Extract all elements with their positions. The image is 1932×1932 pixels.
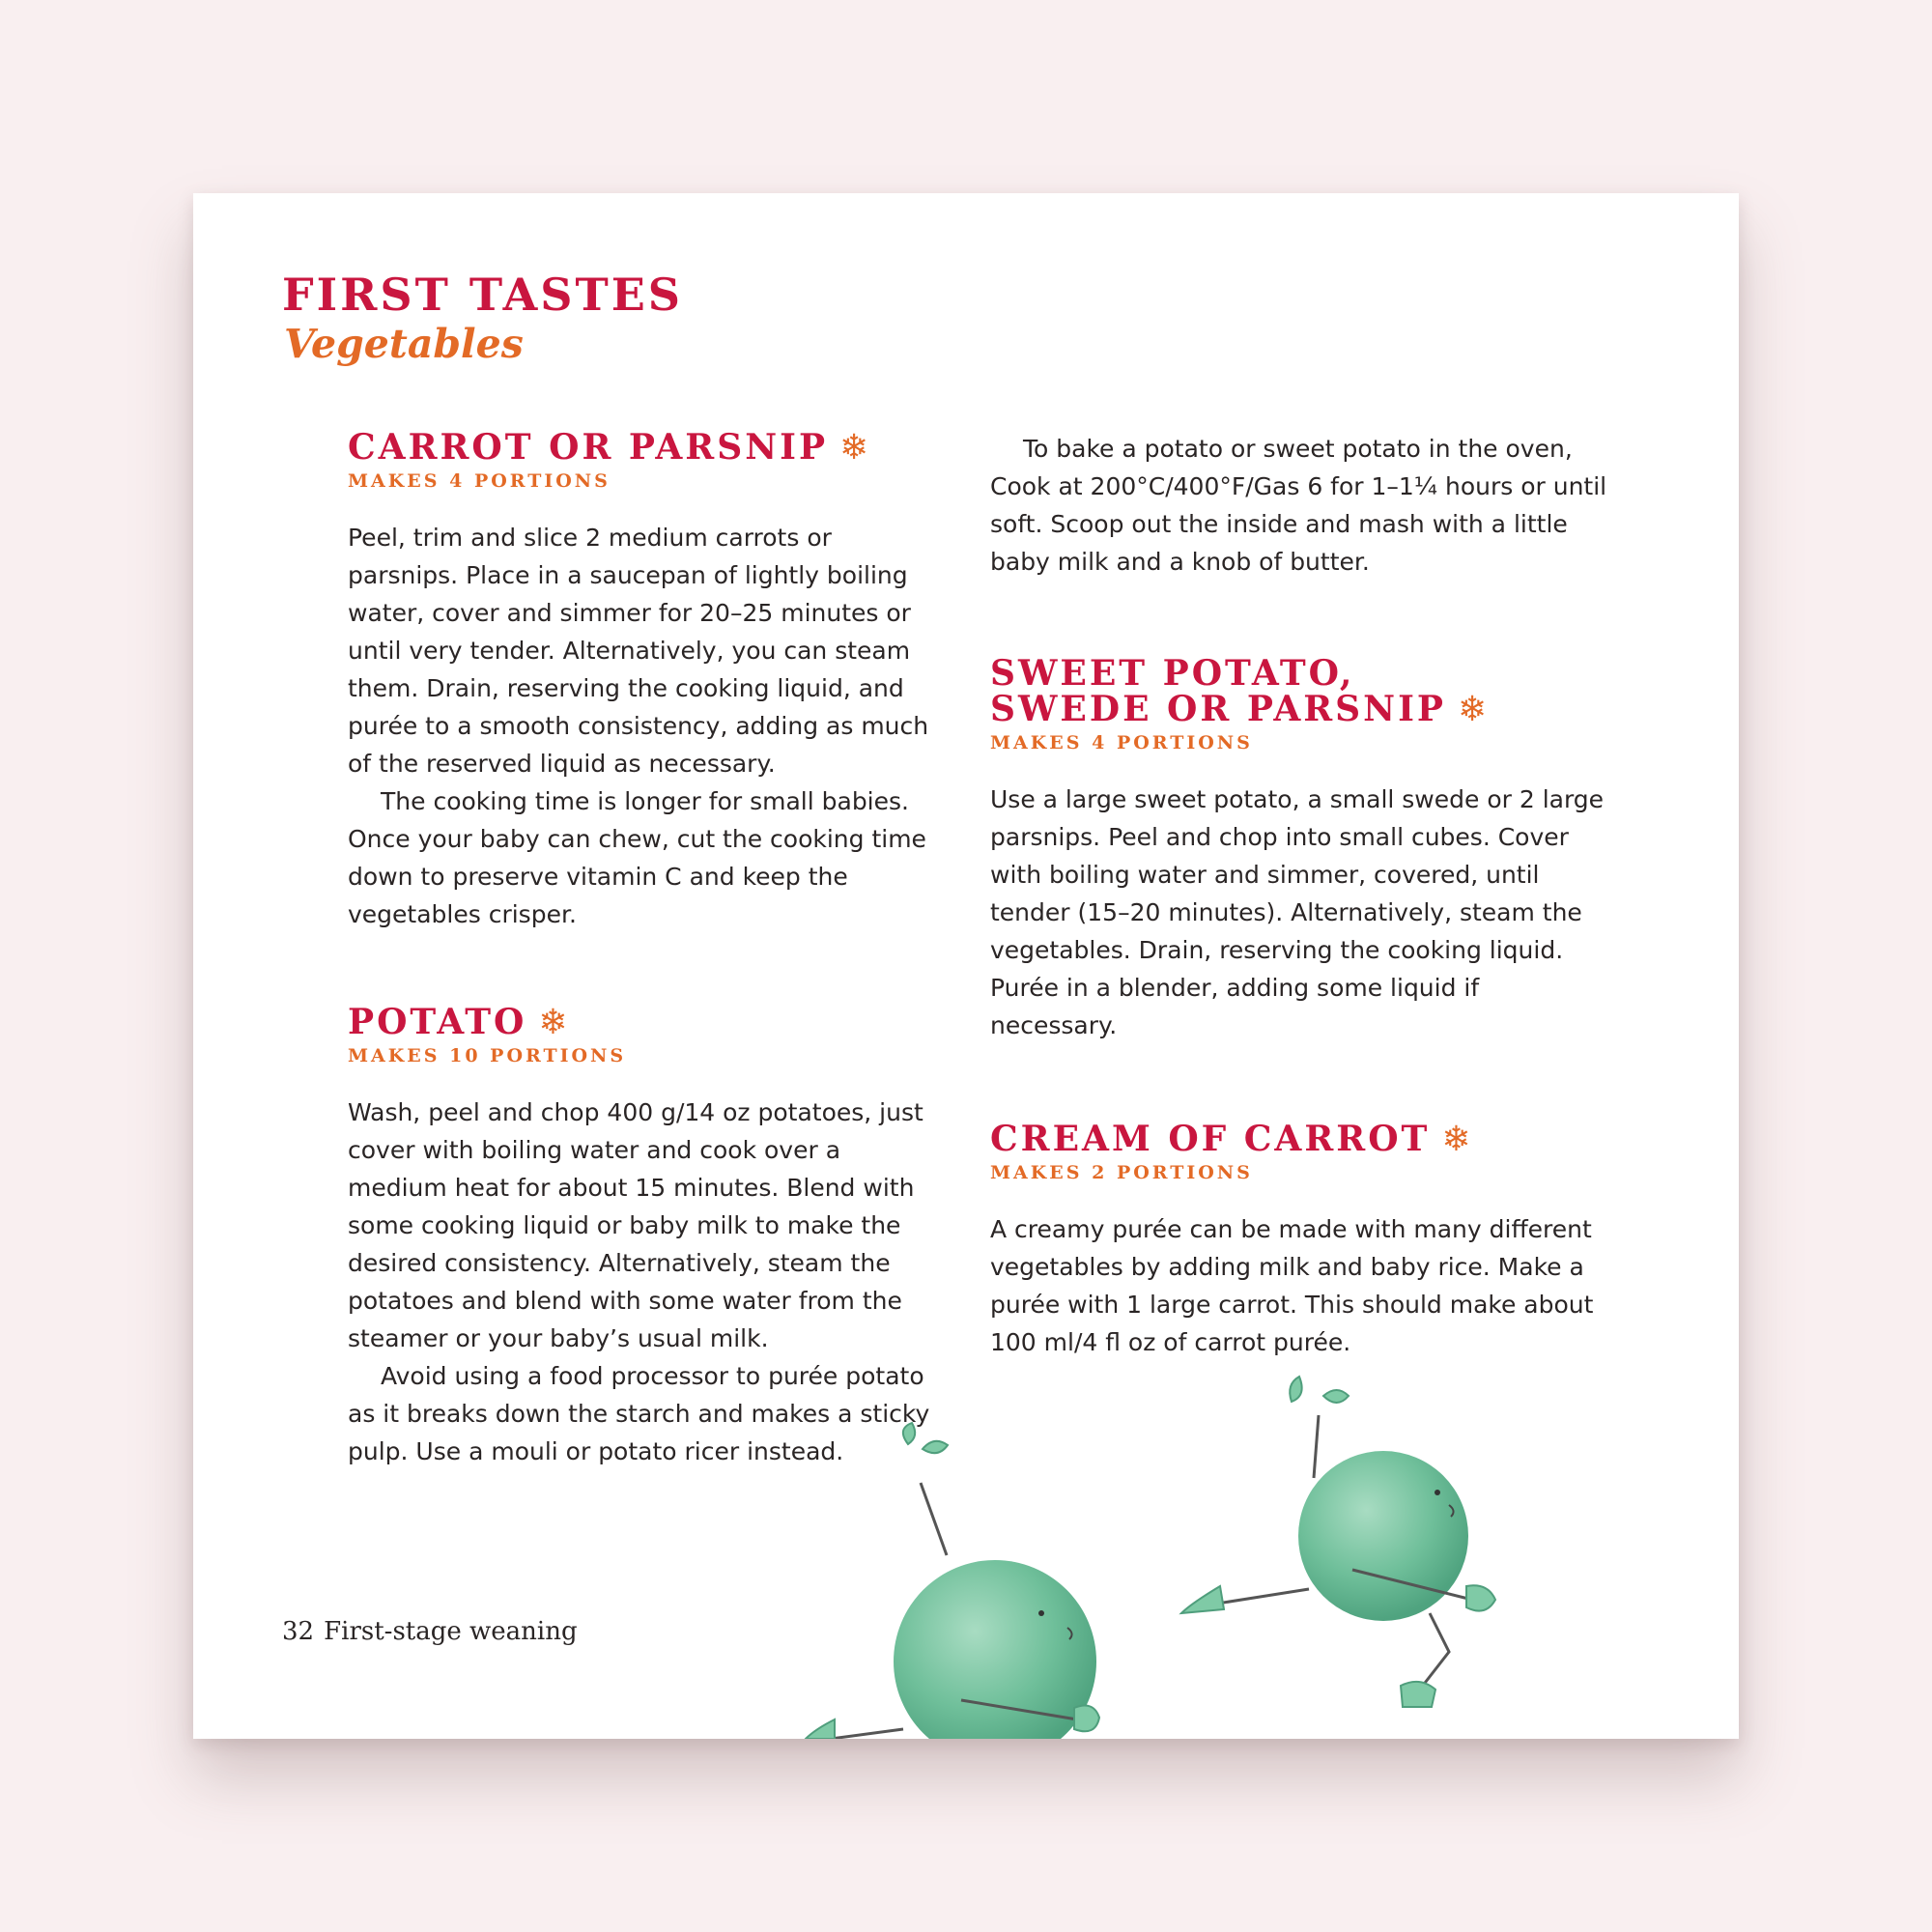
recipe-sweet-potato [990,653,1608,1044]
snowflake-icon: ❄ [1441,1120,1474,1159]
page-subtitle: Vegetables [284,321,524,367]
bake-note: To bake a potato or sweet potato in the oven, Cook at 200°C/400°F/Gas 6 for 1–1¼ hours or until soft. Scoop out the inside and mash with a little baby milk and a knob of butter. [990,435,1607,576]
pea-character-right [1181,1377,1495,1707]
recipe-title [990,1119,1608,1159]
recipe-title-line1: SWEET POTATO, [990,653,1355,694]
right-column [990,430,1608,1361]
recipe-portions: MAKES 4 PORTIONS [990,732,1253,753]
recipe-carrot-or-parsnip [348,427,947,933]
recipe-cream-of-carrot [990,1119,1608,1361]
cookbook-page [193,193,1739,1739]
recipe-instructions: Peel, trim and slice 2 medium carrots or parsnips. Place in a saucepan of lightly boiling water, cover and simmer for 20–25 minutes or until very tender. Alternatively, you can steam them. Drain, reserving the cooking liquid, and purée to a smooth consistency, adding as much of the reserved liquid as necessary. [348,524,929,778]
section-name: First-stage weaning [324,1617,578,1646]
recipe-note-text: Avoid using a food processor to purée potato as it breaks down the starch and makes a sticky pulp. Use a mouli or potato ricer instead. [348,1362,930,1465]
snowflake-icon: ❄ [538,1003,571,1042]
snowflake-icon: ❄ [839,428,872,468]
recipe-portions: MAKES 2 PORTIONS [990,1162,1253,1183]
left-column [348,427,947,1470]
page-footer [282,1617,578,1646]
recipe-note: The cooking time is longer for small babies. Once your baby can chew, cut the cooking time down to preserve vitamin C and keep the vegetables crisper. [348,787,926,928]
recipe-instructions: A creamy purée can be made with many different vegetables by adding milk and baby rice. Make a purée with 1 large carrot. This should make about 100 ml/4 fl oz of carrot purée. [990,1215,1594,1356]
recipe-title-text: POTATO [348,1002,527,1042]
pea-character-left [806,1423,1099,1739]
recipe-title-text: CREAM OF CARROT [990,1119,1431,1159]
recipe-title [348,1002,947,1042]
page-number: 32 [282,1617,315,1646]
page-title: FIRST TASTES [282,269,684,321]
recipe-portions: MAKES 10 PORTIONS [348,1045,627,1066]
recipe-title [348,427,947,468]
recipe-title-line2: SWEDE OR PARSNIP [990,689,1446,729]
recipe-title [990,653,1608,729]
recipe-instructions: Use a large sweet potato, a small swede or 2 large parsnips. Peel and chop into small cubes. Cover with boiling water and simmer, covered, until tender (15–20 minutes). Alternatively, steam the vegetables. Drain, reserving the cooking liquid. Purée in a blender, adding some liquid if necessary. [990,785,1605,1039]
recipe-instructions: Wash, peel and chop 400 g/14 oz potatoes, just cover with boiling water and cook over a medium heat for about 15 minutes. Blend with some cooking liquid or baby milk to make the desired consistency. Alternatively, steam the potatoes and blend with some water from the steamer or your baby’s usual milk. [348,1098,923,1352]
recipe-title-text: CARROT OR PARSNIP [348,427,829,468]
dancing-peas-illustration [734,1372,1739,1739]
snowflake-icon: ❄ [1457,690,1491,729]
recipe-portions: MAKES 4 PORTIONS [348,470,611,492]
